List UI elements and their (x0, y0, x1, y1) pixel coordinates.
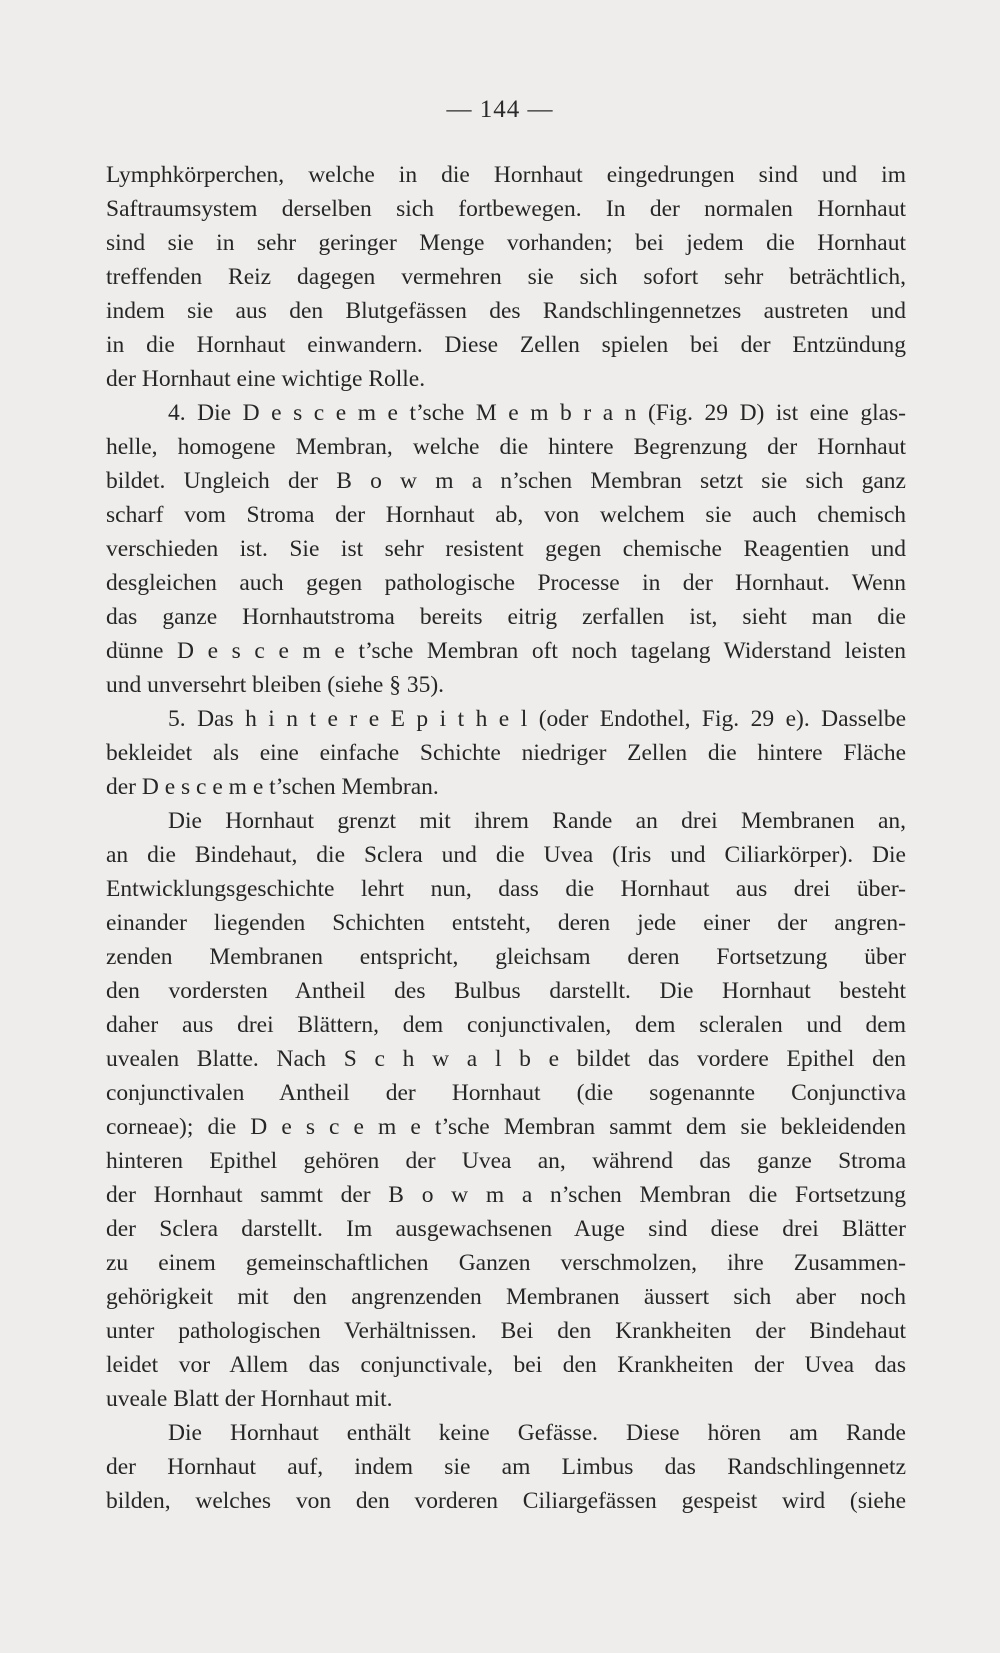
body-text (106, 158, 906, 1518)
text-line: 5. Das h i n t e r e E p i t h e l (oder Endothel, Fig. 29 e). Dasselbe (168, 706, 906, 732)
text-line: einander liegenden Schichten entsteht, deren jede einer der angren- (106, 910, 906, 936)
text-line: bildet. Ungleich der B o w m a n’schen Membran setzt sie sich ganz (106, 468, 906, 494)
text-line: Die Hornhaut enthält keine Gefässe. Diese hören am Rande (168, 1420, 906, 1446)
text-line: der D e s c e m e t’schen Membran. (106, 774, 439, 800)
paragraph (106, 158, 906, 396)
text-line: der Hornhaut eine wichtige Rolle. (106, 366, 426, 392)
text-line: der Sclera darstellt. Im ausgewachsenen Auge sind diese drei Blätter (106, 1216, 906, 1242)
text-line: bekleidet als eine einfache Schichte niedriger Zellen die hintere Fläche (106, 740, 906, 766)
paragraph (106, 804, 906, 1416)
text-line: 4. Die D e s c e m e t’sche M e m b r a n (Fig. 29 D) ist eine glas- (168, 400, 906, 426)
text-line: bilden, welches von den vorderen Ciliargefässen gespeist wird (siehe (106, 1488, 906, 1514)
text-line: gehörigkeit mit den angrenzenden Membranen äussert sich aber noch (106, 1284, 906, 1310)
text-line: Die Hornhaut grenzt mit ihrem Rande an drei Membranen an, (168, 808, 906, 834)
text-line: Entwicklungsgeschichte lehrt nun, dass die Hornhaut aus drei über- (106, 876, 906, 902)
text-line: den vordersten Antheil des Bulbus darstellt. Die Hornhaut besteht (106, 978, 906, 1004)
paragraph (106, 396, 906, 702)
paragraph (106, 702, 906, 804)
text-line: in die Hornhaut einwandern. Diese Zellen spielen bei der Entzündung (106, 332, 906, 358)
text-line: conjunctivalen Antheil der Hornhaut (die sogenannte Conjunctiva (106, 1080, 906, 1106)
text-line: dünne D e s c e m e t’sche Membran oft noch tagelang Widerstand leisten (106, 638, 906, 664)
text-line: scharf vom Stroma der Hornhaut ab, von welchem sie auch chemisch (106, 502, 906, 528)
text-line: und unversehrt bleiben (siehe § 35). (106, 672, 445, 698)
text-line: an die Bindehaut, die Sclera und die Uvea (Iris und Ciliarkörper). Die (106, 842, 906, 868)
text-line: indem sie aus den Blutgefässen des Randschlingennetzes austreten und (106, 298, 906, 324)
text-line: treffenden Reiz dagegen vermehren sie sich sofort sehr beträchtlich, (106, 264, 906, 290)
text-line: zenden Membranen entspricht, gleichsam deren Fortsetzung über (106, 944, 906, 970)
text-line: Lymphkörperchen, welche in die Hornhaut eingedrungen sind und im (106, 162, 906, 188)
text-line: leidet vor Allem das conjunctivale, bei den Krankheiten der Uvea das (106, 1352, 906, 1378)
text-line: zu einem gemeinschaftlichen Ganzen verschmolzen, ihre Zusammen- (106, 1250, 906, 1276)
text-line: der Hornhaut auf, indem sie am Limbus das Randschlingennetz (106, 1454, 906, 1480)
text-line: uveale Blatt der Hornhaut mit. (106, 1386, 393, 1412)
text-line: das ganze Hornhautstroma bereits eitrig zerfallen ist, sieht man die (106, 604, 906, 630)
text-line: verschieden ist. Sie ist sehr resistent gegen chemische Reagentien und (106, 536, 906, 562)
text-line: der Hornhaut sammt der B o w m a n’schen Membran die Fortsetzung (106, 1182, 906, 1208)
page-number: — 144 — (446, 96, 554, 123)
text-line: daher aus drei Blättern, dem conjunctivalen, dem scleralen und dem (106, 1012, 906, 1038)
paragraph (106, 1416, 906, 1518)
text-line: desgleichen auch gegen pathologische Processe in der Hornhaut. Wenn (106, 570, 906, 596)
text-line: helle, homogene Membran, welche die hintere Begrenzung der Hornhaut (106, 434, 906, 460)
text-line: sind sie in sehr geringer Menge vorhanden; bei jedem die Hornhaut (106, 230, 906, 256)
text-line: uvealen Blatte. Nach S c h w a l b e bildet das vordere Epithel den (106, 1046, 906, 1072)
text-line: Saftraumsystem derselben sich fortbewegen. In der normalen Hornhaut (106, 196, 906, 222)
text-line: corneae); die D e s c e m e t’sche Membran sammt dem sie bekleidenden (106, 1114, 906, 1140)
text-line: unter pathologischen Verhältnissen. Bei den Krankheiten der Bindehaut (106, 1318, 906, 1344)
text-line: hinteren Epithel gehören der Uvea an, während das ganze Stroma (106, 1148, 906, 1174)
